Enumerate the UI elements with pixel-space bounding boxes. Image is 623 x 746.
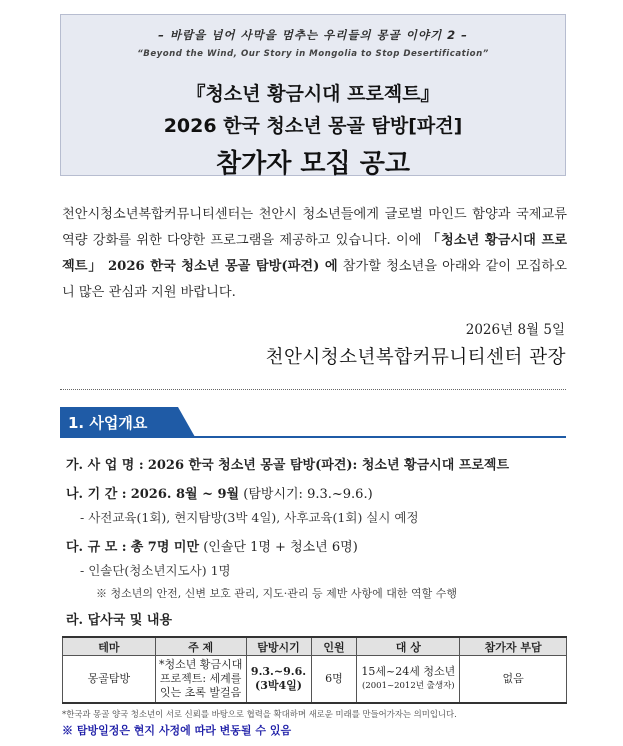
table-header: 탐방시기 [246,637,311,656]
section-underline [60,436,566,438]
table-header: 테마 [63,637,156,656]
cell-cost: 없음 [460,656,567,704]
cell-topic-line: 프로젝트: 세계를 [159,672,242,685]
cell-topic [155,656,246,704]
cell-period [246,656,311,704]
project-title: 『청소년 황금시대 프로젝트』 [186,83,440,105]
item-da-detail: - 인솔단(청소년지도사) 1명 [80,563,231,578]
item-na-label: 나. 기 간 : [66,487,127,502]
table-row [63,656,567,704]
section-title: 1. 사업개요 [68,414,148,432]
cell-people: 6명 [311,656,357,704]
item-na [66,483,373,502]
cell-topic-line: 잇는 초록 발걸음 [159,686,242,699]
table-header: 대 상 [357,637,460,656]
intro-paragraph [62,202,567,306]
item-ra-label: 라. 답사국 및 내용 [66,613,173,628]
cell-period-dates: 9.3.~9.6. [250,665,307,678]
table-header: 인원 [311,637,357,656]
cell-target-birth: (2001~2012년 출생자) [362,681,455,691]
cell-period-length: (3박4일) [255,679,302,692]
schedule-warning: ※ 탐방일정은 현지 사정에 따라 변동될 수 있음 [62,724,292,737]
divider [60,389,566,390]
slogan-english: “Beyond the Wind, Our Story in Mongolia to Stop Desertification” [137,49,489,59]
announcement-date: 2026년 8월 5일 [465,322,565,338]
section-header [60,407,195,437]
intro-text-2: 참가할 청소년을 아래와 같이 모집하오니 많은 관심과 지원 바랍니다. [62,259,568,300]
cell-target [357,656,460,704]
title-box [60,14,566,179]
footnote: *한국과 몽골 양국 청소년이 서로 신뢰를 바탕으로 협력을 확대하며 새로운 미래를 만들어가자는 의미입니다. [62,709,457,719]
item-na-detail: - 사전교육(1회), 현지탐방(3박 4일), 사후교육(1회) 실시 예정 [80,510,419,525]
slogan-korean: – 바람을 넘어 사막을 멈추는 우리들의 몽골 이야기 2 – [158,28,468,42]
table-header: 참가자 부담 [460,637,567,656]
organization-signature: 천안시청소년복합커뮤니티센터 관장 [265,347,566,368]
item-na-value: 2026. 8월 ~ 9월 [130,487,240,502]
item-ga-value: 2026 한국 청소년 몽골 탐방(파견): 청소년 황금시대 프로젝트 [147,458,510,473]
item-da-label: 다. 규 모 : [66,540,127,555]
table-header-row [63,637,567,656]
item-ga-label: 가. 사 업 명 : [66,458,144,473]
item-na-extra: (탐방시기: 9.3.~9.6.) [243,487,373,502]
item-da [66,536,358,555]
item-ra [66,609,172,628]
intro-text-bold: 「청소년 황금시대 프로젝트」 2026 한국 청소년 몽골 탐방(파견) 에 [62,233,567,274]
cell-topic-line: *청소년 황금시대 [158,658,243,671]
item-da-extra: (인솔단 1명 + 청소년 6명) [203,540,358,555]
program-title: 2026 한국 청소년 몽골 탐방[파견] [163,115,463,137]
item-ga [66,454,509,473]
table-header: 주 제 [155,637,246,656]
program-table [62,636,567,704]
item-da-note: ※ 청소년의 안전, 신변 보호 관리, 지도·관리 등 제반 사항에 대한 역할 수행 [96,587,457,600]
cell-theme: 몽골탐방 [63,656,156,704]
intro-text-1: 천안시청소년복합커뮤니티센터는 천안시 청소년들에게 글로벌 마인드 함양과 국제교류 역량 강화를 위한 다양한 프로그램을 제공하고 있습니다. 이에 [62,207,567,248]
item-da-value: 총 7명 미만 [130,540,200,555]
announcement-title: 참가자 모집 공고 [216,149,410,179]
cell-target-age: 15세~24세 청소년 [361,665,456,678]
